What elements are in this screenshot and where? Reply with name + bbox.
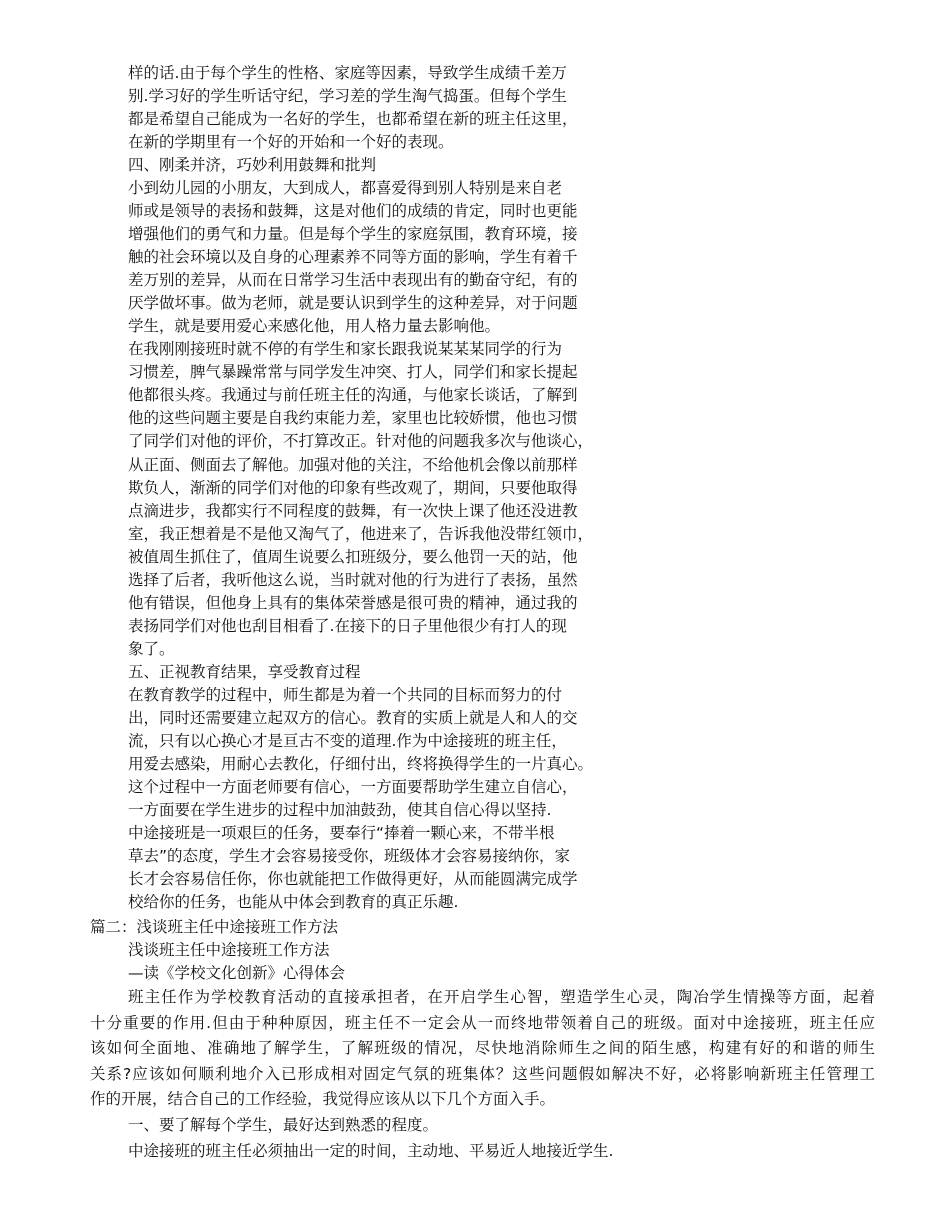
paragraph-line: 长才会容易信任你，你也就能把工作做得更好，从而能圆满完成学 bbox=[128, 870, 578, 889]
paragraph-line: 都是希望自己能成为一名好的学生，也都希望在新的班主任这里， bbox=[128, 110, 578, 129]
paragraph-line: 小到幼儿园的小朋友，大到成人，都喜爱得到别人特别是来自老 bbox=[128, 179, 563, 198]
paragraph-line: 师或是领导的表扬和鼓舞，这是对他们的成绩的肯定，同时也更能 bbox=[128, 202, 578, 221]
section-heading: 四、刚柔并济，巧妙利用鼓舞和批判 bbox=[128, 156, 377, 175]
paragraph-line: 室，我正想着是不是他又淘气了，他进来了，告诉我他没带红领巾， bbox=[128, 524, 594, 543]
section-heading: 一、要了解每个学生，最好达到熟悉的程度。 bbox=[128, 1116, 439, 1134]
article-title: 浅谈班主任中途接班工作方法 bbox=[128, 941, 330, 959]
paragraph-line: 草去”的态度，学生才会容易接受你，班级体才会容易接纳你，家 bbox=[128, 847, 571, 866]
paragraph-line: 点滴进步，我都实行不同程度的鼓舞，有一次快上课了他还没进教 bbox=[128, 501, 578, 520]
paragraph-line: 班主任作为学校教育活动的直接承担者，在开启学生心智，塑造学生心灵，陶冶学生情操等方面，起着 bbox=[128, 988, 875, 1006]
paragraph-line: 样的话.由于每个学生的性格、家庭等因素，导致学生成绩千差万 bbox=[128, 64, 567, 82]
paragraph-line: 流，只有以心换心才是亘古不变的道理.作为中途接班的班主任， bbox=[128, 731, 567, 750]
paragraph-line: 一方面要在学生进步的过程中加油鼓劲，使其自信心得以坚持. bbox=[128, 800, 552, 819]
paragraph-line: 他的这些问题主要是自我约束能力差，家里也比较娇惯，他也习惯 bbox=[128, 409, 578, 428]
paragraph-line: 在新的学期里有一个好的开始和一个好的表现。 bbox=[128, 133, 454, 152]
paragraph-line: 差万别的差异，从而在日常学习生活中表现出有的勤奋守纪，有的 bbox=[128, 271, 578, 290]
paragraph-line: 触的社会环境以及自身的心理素养不同等方面的影响，学生有着千 bbox=[128, 248, 578, 267]
paragraph-line: 十分重要的作用.但由于种种原因，班主任不一定会从一而终地带领着自己的班级。面对中途接班，班主任应 bbox=[90, 1014, 875, 1032]
paragraph-line: 被值周生抓住了，值周生说要么扣班级分，要么他罚一天的站，他 bbox=[128, 547, 578, 566]
section-heading: 五、正视教育结果，享受教育过程 bbox=[128, 662, 361, 681]
paragraph-line: 习惯差，脾气暴躁常常与同学发生冲突、打人，同学们和家长提起 bbox=[128, 363, 578, 382]
paragraph-line: 学生，就是要用爱心来感化他，用人格力量去影响他。 bbox=[128, 317, 501, 336]
paragraph-line: 在我刚刚接班时就不停的有学生和家长跟我说某某某同学的行为 bbox=[128, 340, 563, 359]
paragraph-line: 象了。 bbox=[128, 639, 175, 658]
paragraph-line: 表扬同学们对他也刮目相看了.在接下的日子里他很少有打人的现 bbox=[128, 616, 567, 635]
paragraph-line: 中途接班是一项艰巨的任务，要奉行“捧着一颗心来，不带半根 bbox=[128, 823, 555, 842]
paragraph-line: 在教育教学的过程中，师生都是为着一个共同的目标而努力的付 bbox=[128, 685, 563, 704]
paragraph-line: 欺负人，渐渐的同学们对他的印象有些改观了，期间，只要他取得 bbox=[128, 478, 578, 497]
article-subtitle: —读《学校文化创新》心得体会 bbox=[128, 964, 346, 982]
paragraph-line: 他有错误，但他身上具有的集体荣誉感是很可贵的精神，通过我的 bbox=[128, 593, 578, 612]
paragraph-line: 中途接班的班主任必须抽出一定的时间，主动地、平易近人地接近学生. bbox=[128, 1142, 614, 1160]
paragraph-line: 了同学们对他的评价，不打算改正。针对他的问题我多次与他谈心， bbox=[128, 432, 594, 451]
paragraph-line: 校给你的任务，也能从中体会到教育的真正乐趣. bbox=[128, 893, 459, 912]
paragraph-line: 别.学习好的学生听话守纪，学习差的学生淘气捣蛋。但每个学生 bbox=[128, 87, 567, 106]
paragraph-line: 增强他们的勇气和力量。但是每个学生的家庭氛围，教育环境，接 bbox=[128, 225, 578, 244]
paragraph-line: 从正面、侧面去了解他。加强对他的关注，不给他机会像以前那样 bbox=[128, 455, 578, 474]
paragraph-line: 选择了后者，我听他这么说，当时就对他的行为进行了表扬，虽然 bbox=[128, 570, 578, 589]
paragraph-line: 作的开展，结合自己的工作经验，我觉得应该从以下几个方面入手。 bbox=[90, 1090, 556, 1108]
paragraph-line: 用爱去感染，用耐心去教化，仔细付出，终将换得学生的一片真心。 bbox=[128, 754, 594, 773]
paragraph-line: 该如何全面地、准确地了解学生，了解班级的情况，尽快地消除师生之间的陌生感，构建有好的和谐的师生 bbox=[90, 1039, 875, 1057]
paragraph-line: 关系?应该如何顺利地介入已形成相对固定气氛的班集体？这些问题假如解决不好，必将影响新班主任管理工 bbox=[90, 1065, 875, 1083]
paragraph-line: 出，同时还需要建立起双方的信心。教育的实质上就是人和人的交 bbox=[128, 708, 578, 727]
paragraph-line: 他都很头疼。我通过与前任班主任的沟通，与他家长谈话，了解到 bbox=[128, 386, 578, 405]
paragraph-line: 厌学做坏事。做为老师，就是要认识到学生的这种差异，对于问题 bbox=[128, 294, 578, 313]
paragraph-line: 这个过程中一方面老师要有信心，一方面要帮助学生建立自信心， bbox=[128, 777, 578, 796]
article-heading: 篇二：浅谈班主任中途接班工作方法 bbox=[90, 918, 339, 936]
